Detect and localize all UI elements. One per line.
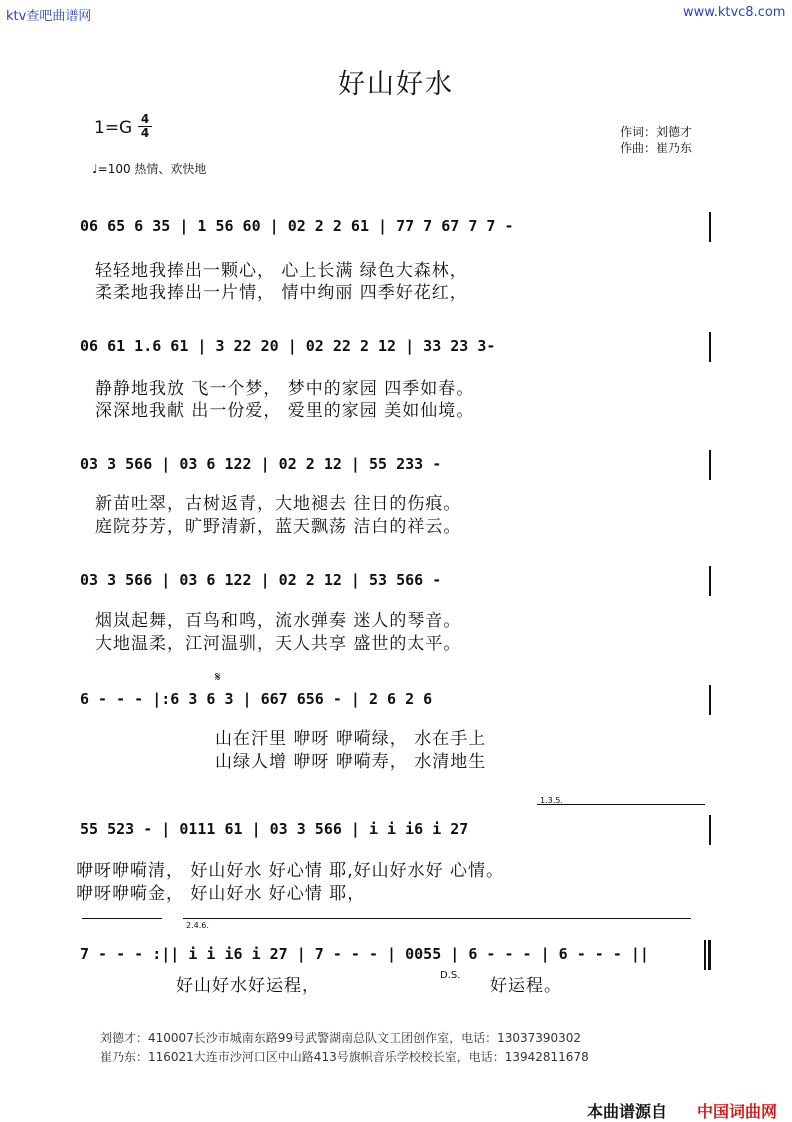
lyric-verse-1: 新苗吐翠，古树返青，大地褪去 往日的伤痕。	[95, 494, 462, 514]
barline	[709, 685, 711, 715]
final-barline	[709, 212, 711, 242]
source-label: 本曲谱源自	[587, 1102, 668, 1121]
final-barline	[709, 450, 711, 480]
lyric-verse-2: 咿呀咿嗬金， 好山好水 好心情 耶，	[76, 884, 366, 904]
lyric-verse-2: 深深地我献 出一份爱， 爱里的家园 美如仙境。	[95, 401, 475, 421]
notation-line: 55 523 - | 0111 61 | 03 3 566 | i i i6 i 27	[80, 820, 469, 838]
lyric-verse-2: 庭院芬芳，旷野清新，蓝天飘荡 洁白的祥云。	[95, 517, 462, 537]
lyric-verse-2: 山绿人增 咿呀 咿嗬寿， 水清地生	[215, 752, 487, 772]
volta-label: 1.3.5.	[540, 796, 563, 805]
lyric-ending: 好运程。	[490, 976, 562, 996]
lyric-verse-1: 轻轻地我捧出一颗心， 心上长满 绿色大森林，	[95, 261, 468, 281]
lyric-verse-1: 静静地我放 飞一个梦， 梦中的家园 四季如春。	[95, 379, 475, 399]
notation-line: 03 3 566 | 03 6 122 | 02 2 12 | 55 233 -	[80, 455, 442, 473]
site-brand[interactable]: 中国词曲网	[697, 1102, 778, 1121]
final-barline-thick	[708, 940, 711, 970]
contact-composer: 崔乃东：116021大连市沙河口区中山路413号旗帜音乐学校校长室，电话：13942811678	[100, 1050, 589, 1064]
lyric-verse-1: 咿呀咿嗬清， 好山好水 好心情 耶,好山好水好 心情。	[76, 861, 505, 881]
composer: 作曲：崔乃东	[620, 141, 693, 155]
tempo-marking: ♩=100 热情、欢快地	[92, 162, 207, 176]
notation-line: 6 - - - |:6 3 6 3 | 667 656 - | 2 6 2 6	[80, 690, 433, 708]
volta-bracket-line	[183, 918, 691, 919]
lyric-verse-1: 好山好水好运程，	[176, 976, 320, 996]
notation-line: 03 3 566 | 03 6 122 | 02 2 12 | 53 566 -	[80, 571, 442, 589]
time-signature	[138, 113, 152, 140]
song-title: 好山好水	[338, 69, 454, 100]
dal-segno-mark: D.S.	[440, 970, 461, 981]
time-top: 4	[140, 112, 150, 126]
lyric-verse-2: 柔柔地我捧出一片情， 情中绚丽 四季好花红，	[95, 283, 468, 303]
lyric-verse-2: 大地温柔，江河温驯，天人共享 盛世的太平。	[95, 634, 462, 654]
final-barline	[709, 332, 711, 362]
contact-lyricist: 刘德才：410007长沙市城南东路99号武警湖南总队文工团创作室，电话：13037390302	[100, 1031, 582, 1045]
lyricist: 作词：刘德才	[620, 125, 693, 139]
segno-sign: 𝄋	[215, 670, 221, 685]
time-bottom: 4	[138, 126, 152, 140]
watermark-right: www.ktvc8.com	[683, 5, 786, 20]
watermark-left: ktv查吧曲谱网	[6, 9, 92, 24]
final-barline	[709, 566, 711, 596]
barline	[709, 815, 711, 845]
final-barline-thin	[704, 940, 706, 970]
notation-line: 7 - - - :|| i i i6 i 27 | 7 - - - | 0055 | 6 - - - | 6 - - - ||	[80, 945, 649, 963]
lyric-verse-1: 山在汗里 咿呀 咿嗬绿， 水在手上	[215, 729, 487, 749]
notation-line: 06 65 6 35 | 1 56 60 | 02 2 2 61 | 77 7 67 7 7 -	[80, 217, 514, 235]
key-signature: 1=G	[94, 118, 133, 138]
volta-label: 2.4.6.	[186, 921, 209, 930]
volta-bracket-line	[82, 918, 162, 919]
lyric-verse-1: 烟岚起舞，百鸟和鸣，流水弹奏 迷人的琴音。	[95, 611, 462, 631]
notation-line: 06 61 1.6 61 | 3 22 20 | 02 22 2 12 | 33 23 3-	[80, 337, 496, 355]
